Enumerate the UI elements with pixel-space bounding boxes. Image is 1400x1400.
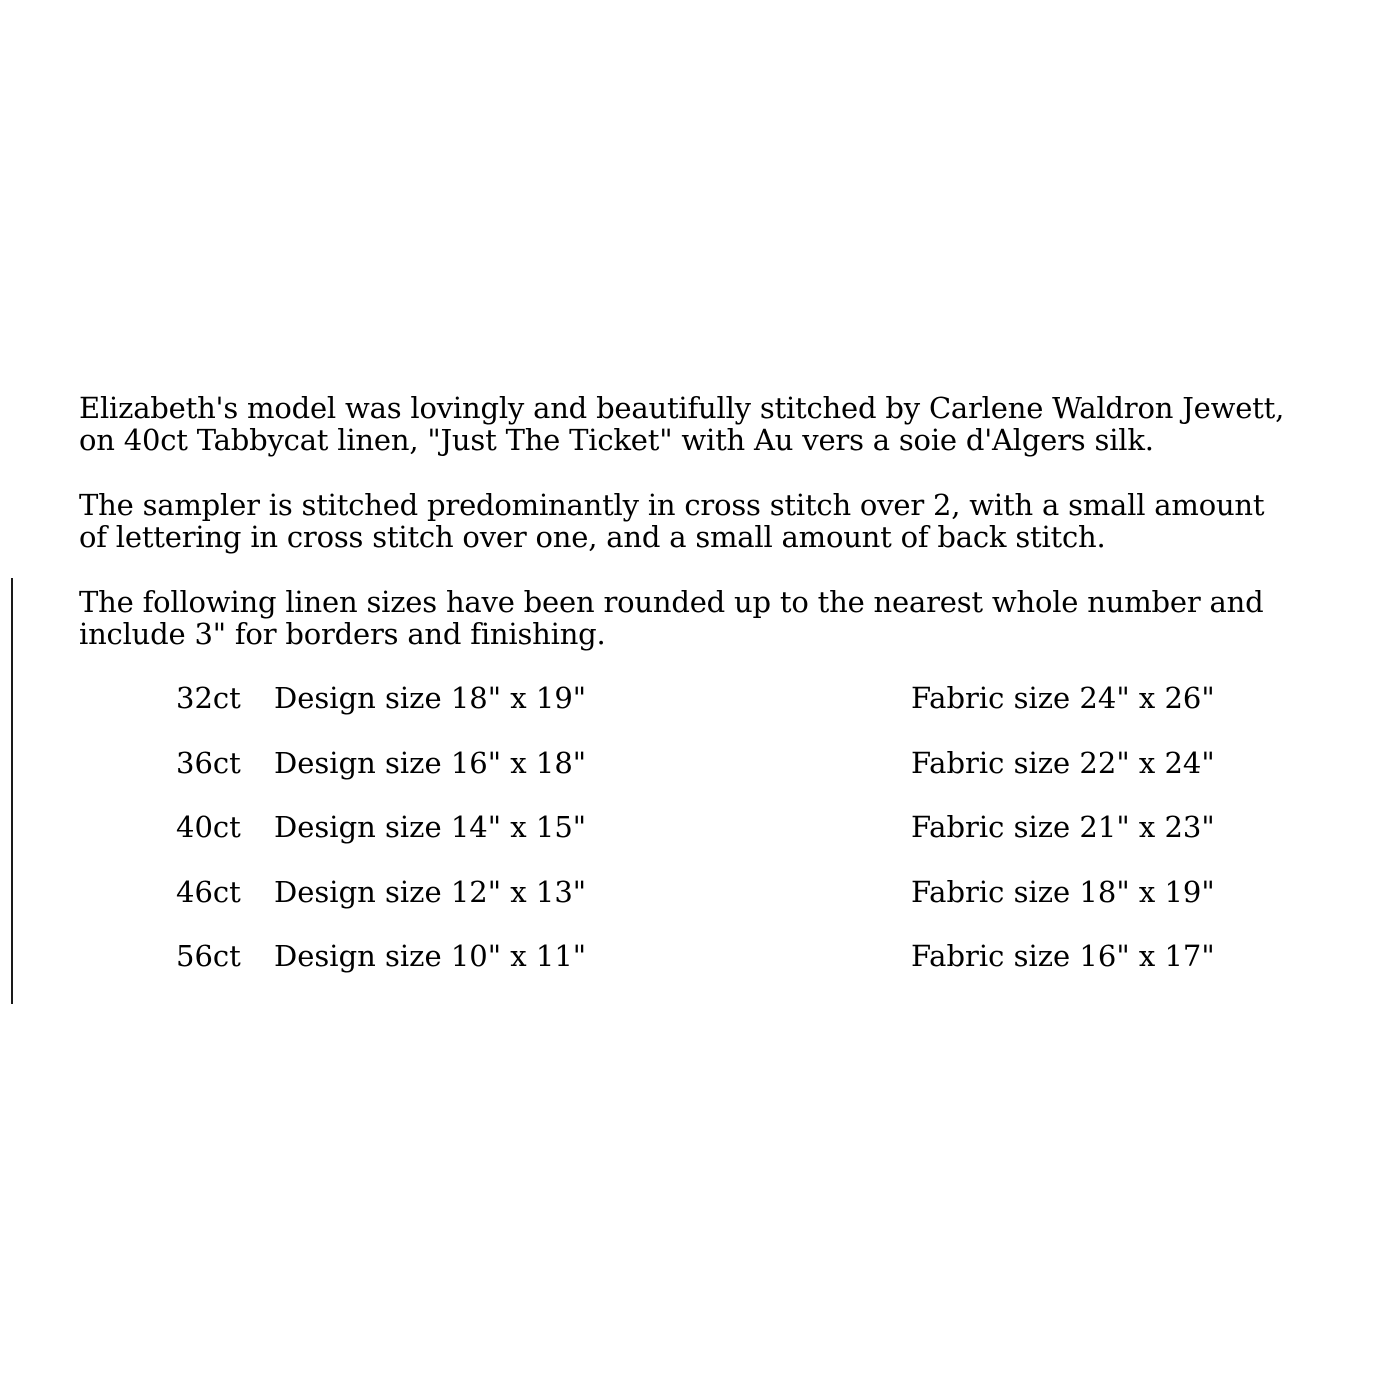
fabric-count: 32ct (176, 681, 241, 715)
design-size: Design size 18" x 19" (274, 681, 587, 715)
fabric-count: 56ct (176, 939, 241, 973)
fabric-size: Fabric size 22" x 24" (911, 745, 1215, 780)
fabric-count: 40ct (176, 810, 241, 844)
fabric-count: 46ct (176, 874, 241, 909)
fabric-size: Fabric size 21" x 23" (911, 810, 1215, 844)
paragraph-model-info (79, 392, 1284, 456)
paragraph-line: The following linen sizes have been rounded up to the nearest whole number and (79, 585, 1264, 619)
paragraph-linen-sizes-intro (79, 586, 1263, 650)
size-row (176, 746, 1276, 811)
fabric-size: Fabric size 18" x 19" (911, 874, 1215, 909)
paragraph-line: on 40ct Tabbycat linen, "Just The Ticket" with Au vers a soie d'Algers silk. (79, 423, 1154, 457)
fabric-count: 36ct (176, 745, 241, 780)
paragraph-line: of lettering in cross stitch over one, and a small amount of back stitch. (79, 520, 1106, 554)
left-vertical-rule (11, 578, 13, 1004)
size-row (176, 681, 1276, 746)
paragraph-line: The sampler is stitched predominantly in cross stitch over 2, with a small amount (79, 488, 1265, 522)
size-table (176, 681, 1276, 1004)
size-row (176, 810, 1276, 875)
fabric-size: Fabric size 24" x 26" (911, 681, 1215, 715)
size-row (176, 939, 1276, 1004)
paragraph-stitch-info (79, 489, 1264, 553)
design-size: Design size 12" x 13" (274, 874, 587, 909)
size-row (176, 875, 1276, 940)
paragraph-line: include 3" for borders and finishing. (79, 617, 606, 651)
fabric-size: Fabric size 16" x 17" (911, 939, 1215, 973)
design-size: Design size 14" x 15" (274, 810, 587, 844)
paragraph-line: Elizabeth's model was lovingly and beautifully stitched by Carlene Waldron Jewett, (79, 391, 1285, 425)
design-size: Design size 10" x 11" (274, 939, 587, 973)
design-size: Design size 16" x 18" (274, 745, 587, 780)
